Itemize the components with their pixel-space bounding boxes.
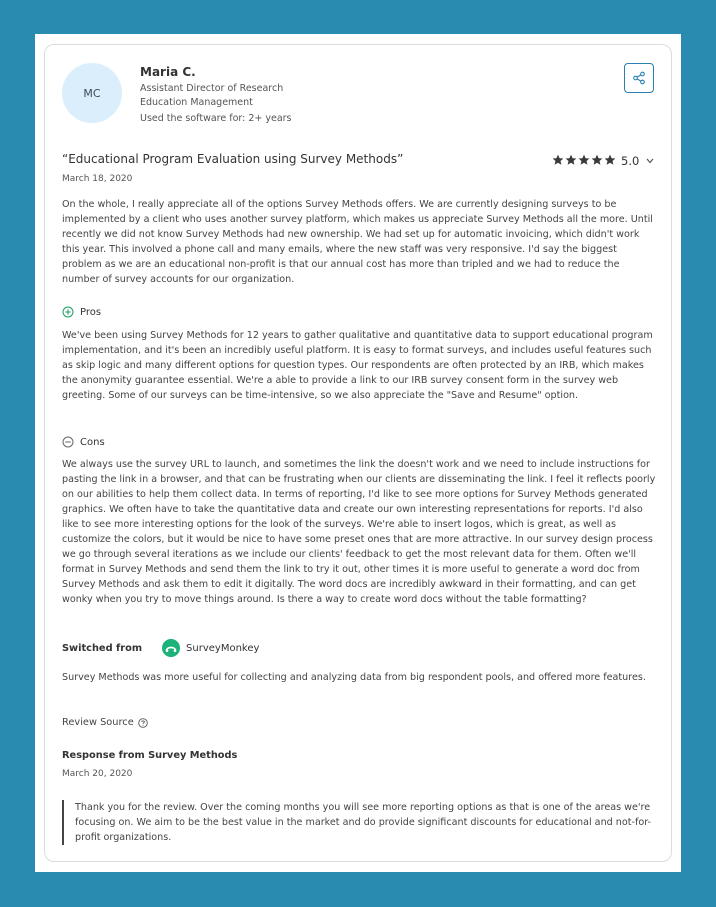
review-pros: We've been using Survey Methods for 12 years to gather qualitative and quantitative data to support educational program implementation, and it's been an incredibly useful platform. It is easy to format surveys, and includes useful features such as skip logic and many different options for question types. Our respondents are often protected by an IRB, which makes the anonymity guarantee essential. We're a able to provide a link to our IRB survey consent form in the survey web greeting. Some of our surveys can be time-intensive, so we also appreciate the "Save and Resume" option. — [62, 330, 653, 401]
review-overall: On the whole, I really appreciate all of the options Survey Methods offers. We are currently designing surveys to be implemented by a client who uses another survey platform, which makes us appreciate Survey Methods all the more. Until recently we did not know Survey Methods had new ownership. We had set up for automatic invoicing, which didn't work this year. This involved a phone call and many emails, where the new staff was very responsive. I'd say the biggest problem as we are an educational non-profit is that our annual cost has more than tripled and we had to reduce the number of survey accounts for our organization. — [62, 199, 653, 285]
review-title: “Educational Program Evaluation using Survey Methods” — [62, 152, 404, 166]
chevron-down-icon[interactable] — [646, 158, 654, 164]
avatar-initials: MC — [83, 86, 101, 100]
rating-value: 5.0 — [621, 153, 640, 168]
share-icon — [632, 71, 646, 85]
star-icon — [591, 154, 603, 166]
cons-heading — [62, 436, 105, 448]
star-icon — [565, 154, 577, 166]
surveymonkey-logo — [162, 639, 180, 657]
review-source[interactable] — [62, 717, 148, 728]
star-icon — [552, 154, 564, 166]
reviewer-usage: Used the software for: 2+ years — [140, 113, 292, 124]
reviewer-name: Maria C. — [140, 65, 196, 79]
switched-reason: Survey Methods was more useful for collecting and analyzing data from big respondent pools, and offered more features. — [62, 672, 646, 683]
pros-label: Pros — [80, 306, 102, 318]
reviewer-industry: Education Management — [140, 97, 253, 108]
response-heading: Response from Survey Methods — [62, 750, 238, 761]
star-icon — [578, 154, 590, 166]
avatar — [62, 63, 122, 123]
reviewer-role: Assistant Director of Research — [140, 83, 284, 94]
review-date: March 18, 2020 — [62, 174, 133, 184]
cons-label: Cons — [80, 436, 105, 448]
response-date: March 20, 2020 — [62, 769, 133, 779]
switched-from — [62, 639, 259, 657]
star-icon — [604, 154, 616, 166]
page-frame — [35, 34, 681, 872]
rating[interactable] — [552, 151, 654, 170]
switched-label: Switched from — [62, 642, 143, 654]
review-cons: We always use the survey URL to launch, and sometimes the link the doesn't work and we need to include instructions for pasting the link in a browser, and that can be frustrating when our clients are disseminating the link. I feel it reflects poorly on our abilities to help them collect data. In terms of reporting, I'd like to see more options for Survey Methods generated graphics. We often have to take the quantitative data and create our own interesting representations for reports. I'd also like to see more interesting options for the look of the surveys. We're able to insert logos, which is great, as well as customize the colors, but it would be nice to have some preset ones that are more attractive. In our survey design process we go through several iterations as we include our clients' feedback to get the most relevant data for them. Often we'll format in Survey Methods and send them the link to try it out, other times it is more useful to generate a word doc from Survey Methods and ask them to edit it digitally. The word docs are incredibly awkward in their formatting, and can get wonky when you try to move things around. Is there a way to create word docs without the table formatting? — [62, 459, 656, 605]
share-button[interactable] — [624, 63, 654, 93]
plus-circle-icon — [62, 306, 74, 318]
question-circle-icon[interactable] — [138, 718, 148, 728]
review-source-label: Review Source — [62, 717, 134, 728]
review-card — [44, 44, 672, 862]
switched-product[interactable]: SurveyMonkey — [186, 642, 260, 654]
pros-heading — [62, 306, 101, 318]
response-text: Thank you for the review. Over the coming months you will see more reporting options as that is one of the areas we're focusing on. We aim to be the best value in the market and do provide significant discounts for educational and not-for-profit organizations. — [62, 800, 652, 845]
star-rating — [552, 151, 617, 170]
minus-circle-icon — [62, 436, 74, 448]
